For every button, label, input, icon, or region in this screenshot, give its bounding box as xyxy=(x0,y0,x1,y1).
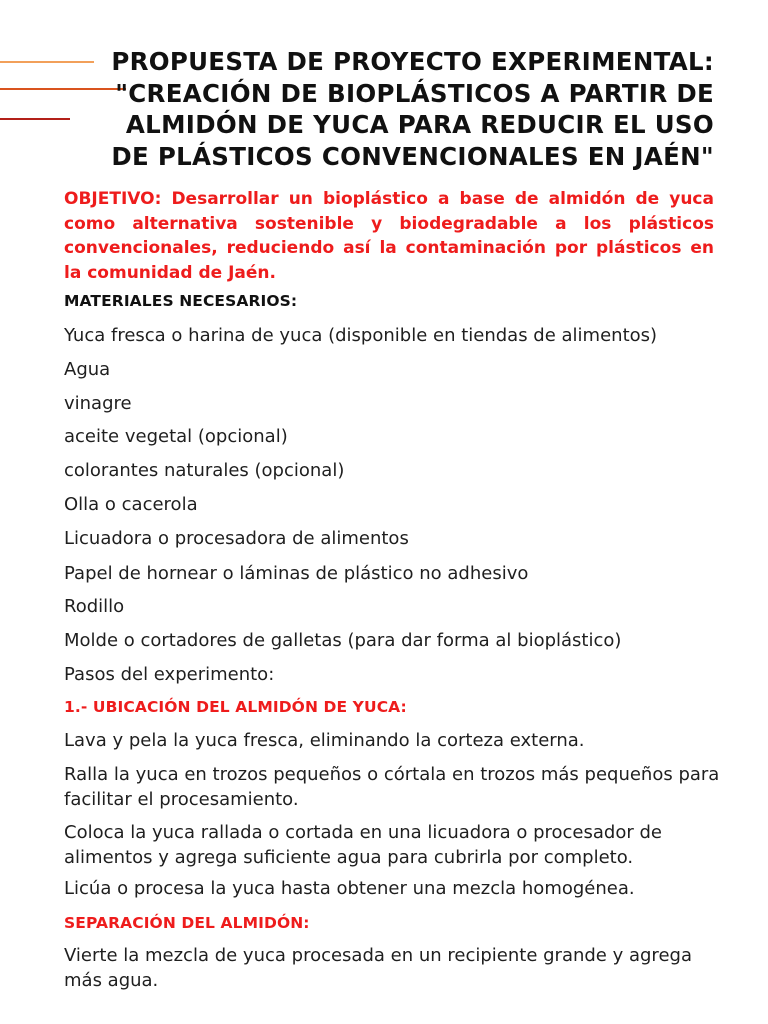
steps-label: Pasos del experimento: xyxy=(64,664,275,685)
objective-label: OBJETIVO xyxy=(64,189,155,209)
decorative-line-red xyxy=(0,118,70,120)
section1-heading: 1.- UBICACIÓN DEL ALMIDÓN DE YUCA: xyxy=(64,698,407,716)
material-item: vinagre xyxy=(64,393,132,414)
material-item: Yuca fresca o harina de yuca (disponible en tiendas de alimentos) xyxy=(64,325,658,346)
material-item: colorantes naturales (opcional) xyxy=(64,460,345,481)
materials-heading: MATERIALES NECESARIOS: xyxy=(64,292,298,310)
material-item: aceite vegetal (opcional) xyxy=(64,426,288,447)
document-title: PROPUESTA DE PROYECTO EXPERIMENTAL: "CREACIÓN DE BIOPLÁSTICOS A PARTIR DE ALMIDÓN DE YUCA PARA REDUCIR EL USO DE PLÁSTICOS CONVENCIONALES EN JAÉN" xyxy=(111,47,714,171)
material-item: Licuadora o procesadora de alimentos xyxy=(64,528,409,549)
material-item: Molde o cortadores de galletas (para dar forma al bioplástico) xyxy=(64,630,622,651)
decorative-line-orange xyxy=(0,61,94,63)
material-item: Papel de hornear o láminas de plástico no adhesivo xyxy=(64,563,529,584)
step-paragraph: Coloca la yuca rallada o cortada en una licuadora o procesador de alimentos y agrega suficiente agua para cubrirla por completo. xyxy=(64,822,662,868)
step-paragraph: Lava y pela la yuca fresca, eliminando la corteza externa. xyxy=(64,730,585,751)
material-item: Rodillo xyxy=(64,596,125,617)
material-item: Olla o cacerola xyxy=(64,494,198,515)
objective-text: : Desarrollar un bioplástico a base de almidón de yuca como alternativa sostenible y biodegradable a los plásticos convencionales, reduciendo así la contaminación por plásticos en la comunidad de Jaén. xyxy=(64,189,714,283)
section2-heading: SEPARACIÓN DEL ALMIDÓN: xyxy=(64,914,310,932)
material-item: Agua xyxy=(64,359,111,380)
step-paragraph: Vierte la mezcla de yuca procesada en un recipiente grande y agrega más agua. xyxy=(64,945,692,991)
step-paragraph: Ralla la yuca en trozos pequeños o córtala en trozos más pequeños para facilitar el procesamiento. xyxy=(64,764,720,810)
objective-paragraph xyxy=(64,187,714,285)
step-paragraph: Licúa o procesa la yuca hasta obtener una mezcla homogénea. xyxy=(64,878,635,899)
